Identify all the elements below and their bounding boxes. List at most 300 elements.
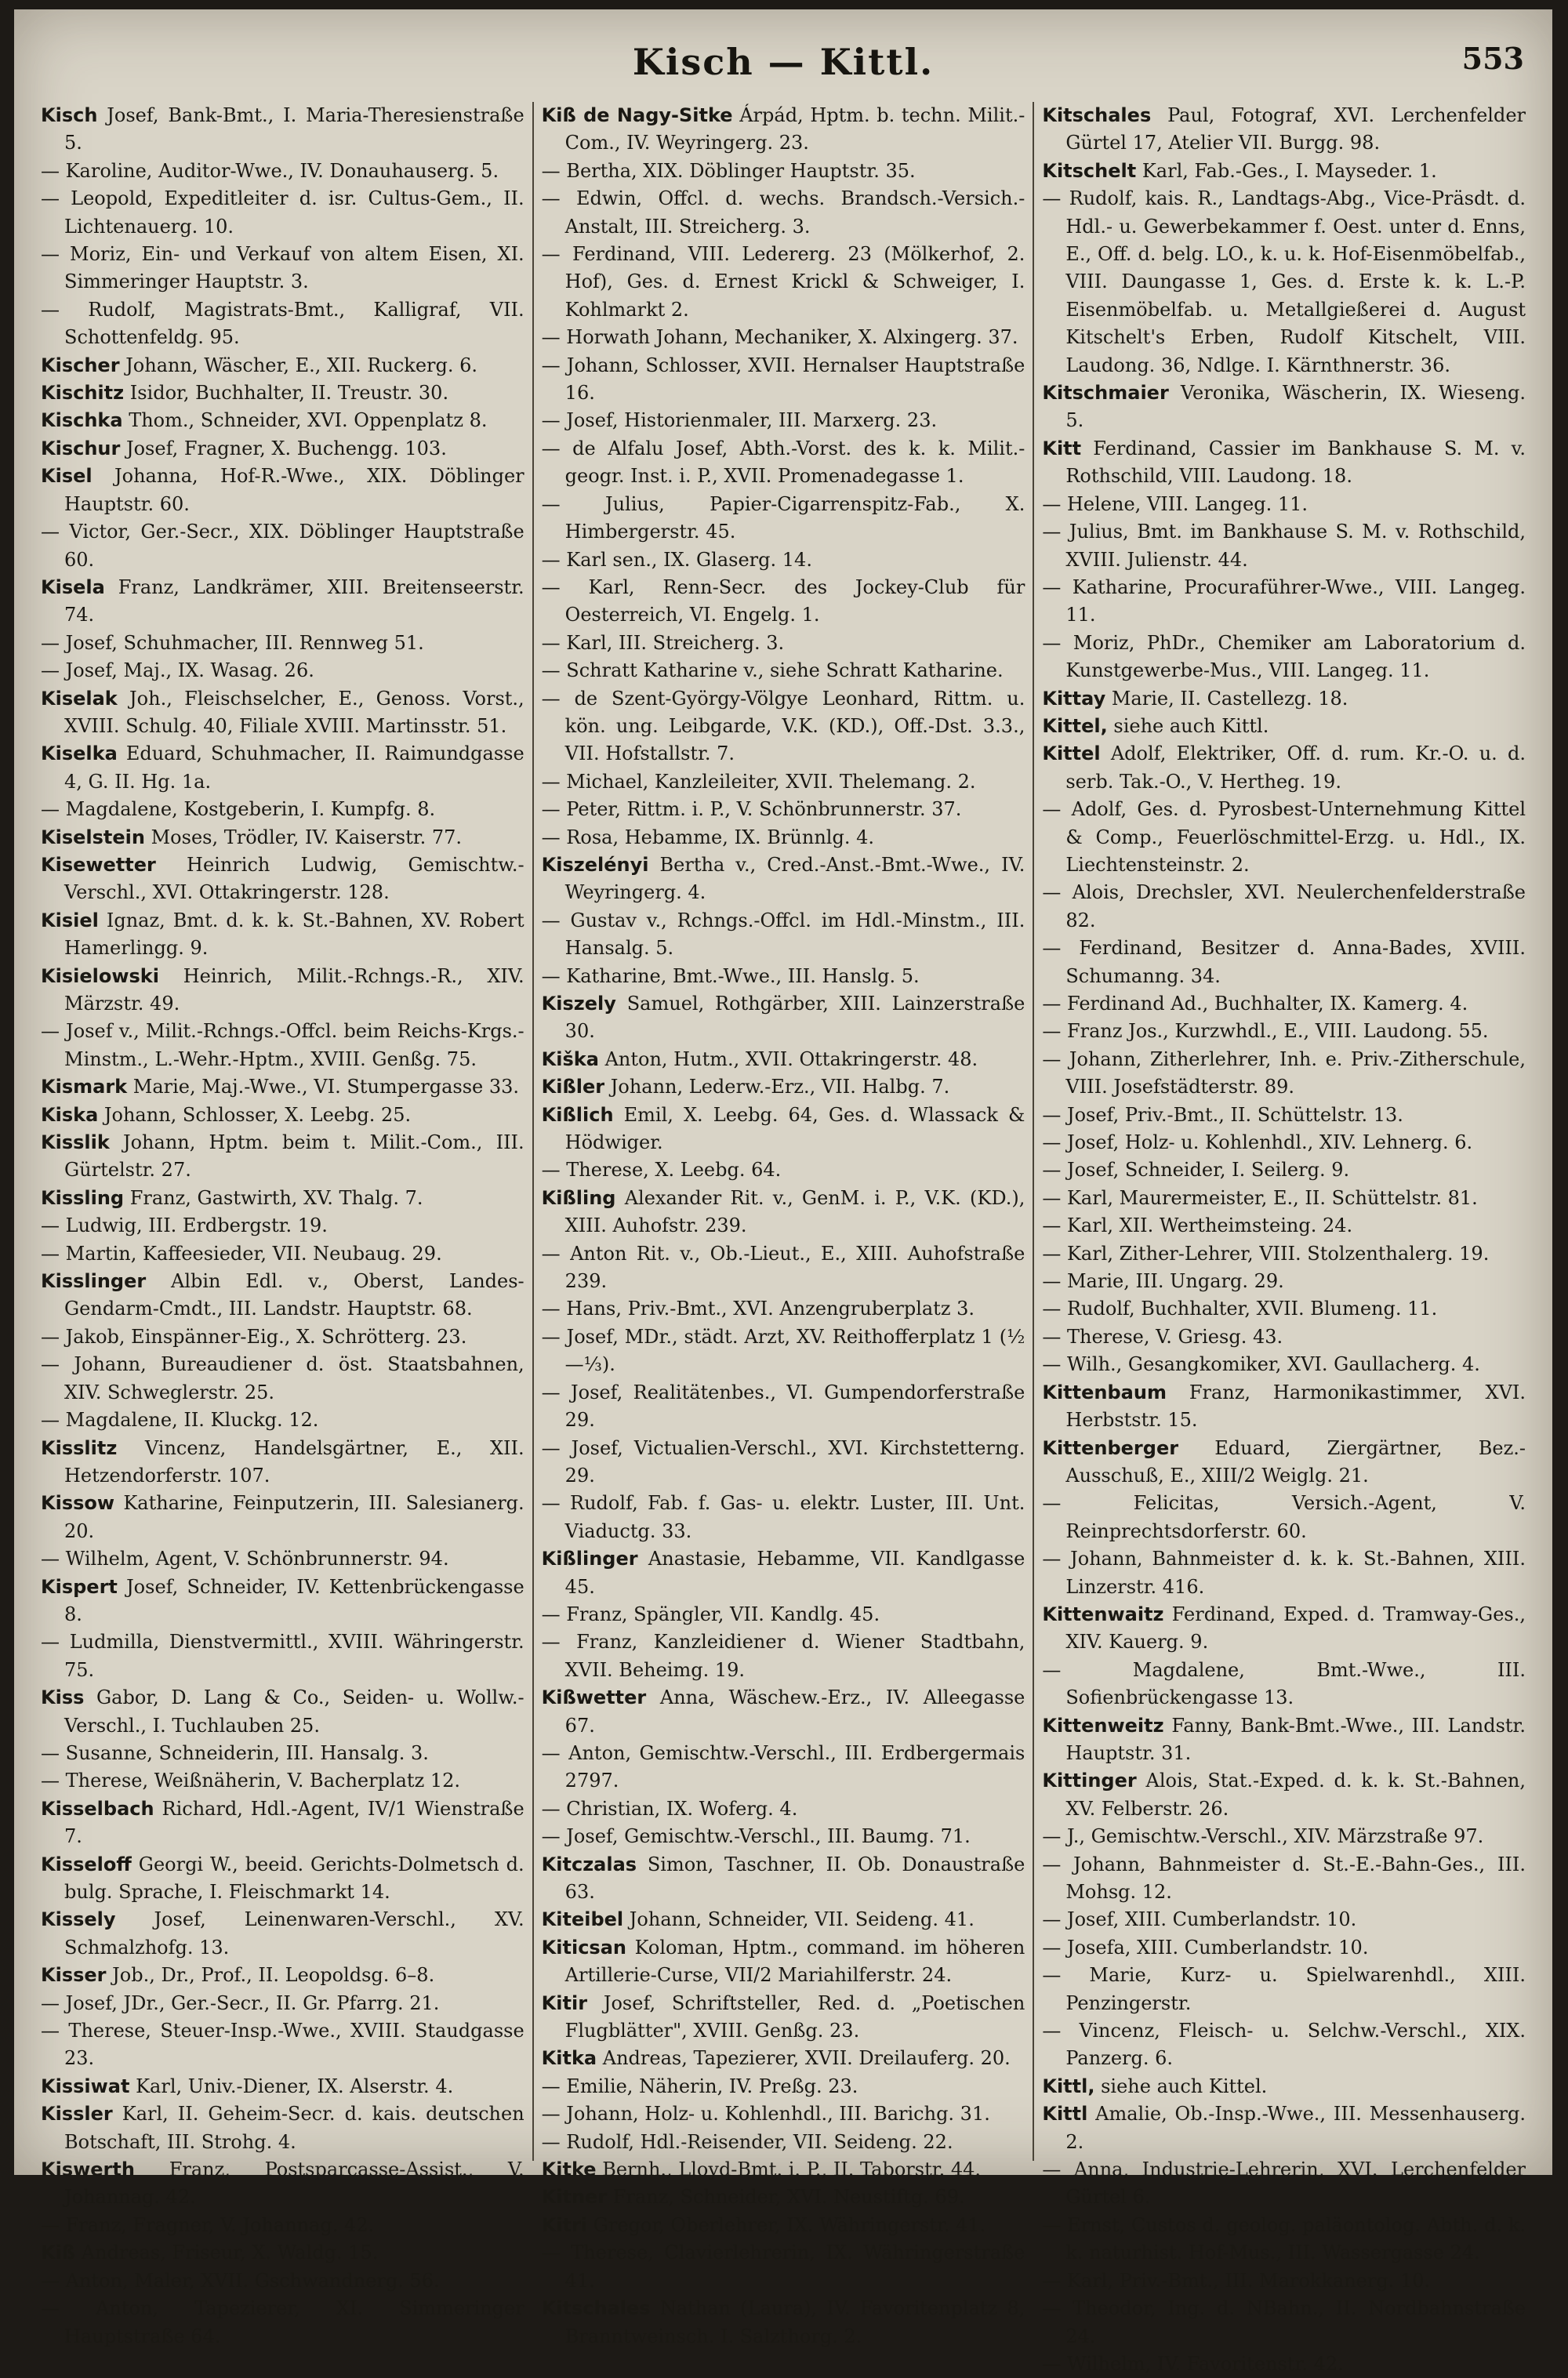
entry-details: Franz, Landkrämer, XIII. Breitenseerstr. 74. (64, 575, 524, 626)
entry-details: Johanna, Hof-R.-Wwe., XIX. Döblinger Hauptstr. 60. (64, 465, 524, 515)
entry-details: — Karl, Priv.-Bmt., III. Marokkanerg. 10. (1042, 2269, 1431, 2292)
entry-details: Franz, Harmonikastimmer, XVI. Herbststr. 15. (1065, 1381, 1526, 1432)
entry-details: — Karl sen., IX. Glaserg. 14. (541, 548, 812, 571)
directory-entry (41, 1684, 524, 1740)
directory-entry (1042, 491, 1526, 518)
directory-entry (542, 2295, 1025, 2351)
entry-details: — Helene, VIII. Langeg. 11. (1042, 492, 1308, 515)
entry-details: Anna, Wäschew.-Erz., IV. Alleegasse 67. (564, 1686, 1025, 1737)
entry-details: — Therese, Weißnäherin, V. Bacherplatz 12. (41, 1770, 461, 1792)
entry-details: — Vincenz, Fleisch- u. Selchw.-Verschl., XIX. Panzerg. 6. (1042, 2020, 1526, 2070)
directory-entry (1042, 1018, 1526, 1045)
entry-surname: Kiselstein (41, 826, 145, 848)
entry-details: — Alois, Drechsler, XVI. Neulerchenfelderstraße 82. (1042, 881, 1526, 931)
entry-details: — Therese, Clavierlehrerin, IX. Währingerstraße 41. (541, 2242, 1025, 2292)
entry-details: Richard, Hdl.-Agent, IV/1 Wienstraße 7. (64, 1797, 524, 1848)
directory-entry (542, 1490, 1025, 1545)
entry-details: — Hans, Priv.-Bmt., XVI. Anzengruberplatz 3. (541, 1298, 975, 1320)
entry-details: — Josef, Realitätenbes., VI. Gumpendorferstraße 29. (541, 1381, 1025, 1432)
entry-details: — Josefa, XIII. Cumberlandstr. 10. (1042, 1936, 1369, 1959)
directory-entry (41, 1407, 524, 1434)
entry-details: — Susanne, Schneiderin, III. Hansalg. 3. (41, 1741, 429, 1764)
entry-details: Heinrich Ludwig, Gemischtw.-Verschl., XVI. Ottakringerstr. 128. (64, 853, 524, 904)
entry-details: — Leopold, Expeditleiter d. isr. Cultus-Gem., II. Lichtenauerg. 10. (41, 187, 524, 238)
directory-entry (542, 1795, 1025, 1823)
entry-surname: Kittel, (1042, 714, 1108, 737)
entry-surname: Kitschelt (1042, 159, 1137, 182)
directory-columns (33, 102, 1534, 2375)
directory-entry (542, 796, 1025, 823)
entry-details: — Michael, Kanzleileiter, XVII. Thelemang. 2. (541, 770, 976, 793)
directory-entry (542, 630, 1025, 657)
directory-page (14, 9, 1552, 2375)
entry-details: — Anton, Tapezierer, XI. Simmeringer Hauptstraße 64. (41, 2297, 524, 2347)
directory-entry (41, 1545, 524, 1573)
directory-entry (1042, 1295, 1526, 1323)
directory-entry (41, 1268, 524, 1323)
entry-surname: Kiselak (41, 687, 118, 710)
entry-details: — Marie, III. Ungarg. 29. (1042, 1270, 1284, 1293)
directory-entry (1042, 1185, 1526, 1212)
directory-entry (41, 185, 524, 241)
entry-details: Paul, Fotograf, XVI. Lerchenfelder Gürtel 17, Atelier VII. Burgg. 98. (1065, 104, 1526, 154)
entry-details: — Magdalene, Bmt.-Wwe., III. Sofienbrückengasse 13. (1042, 1658, 1526, 1709)
directory-entry (41, 1212, 524, 1240)
entry-details: — Anton, Maler, XVII. Gschwandnerg. 56. (41, 2269, 440, 2292)
directory-entry (1042, 1490, 1526, 1545)
entry-surname: Kisch (41, 104, 98, 126)
entry-details: — Josef, Victualien-Verschl., XVI. Kirchstetterng. 29. (541, 1436, 1025, 1487)
entry-details: Katharine, Feinputzerin, III. Salesianerg. 20. (64, 1492, 524, 1542)
directory-entry (1042, 102, 1526, 158)
directory-entry (1042, 2017, 1526, 2073)
directory-entry (41, 1073, 524, 1101)
entry-details: Adolf, Elektriker, Off. d. rum. Kr.-O. u. d. serb. Tak.-O., V. Hertheg. 19. (1065, 742, 1526, 793)
entry-details: — Josef, Schneider, I. Seilerg. 9. (1042, 1159, 1350, 1182)
directory-entry (41, 1323, 524, 1351)
entry-details: — Josef v., Milit.-Rchngs.-Offcl. beim Reichs-Krgs.-Minstm., L.-Wehr.-Hptm., XVIII. Genßg. 75. (41, 1020, 524, 1070)
entry-details: Fanny, Bank-Bmt.-Wwe., III. Landstr. Hauptstr. 31. (1065, 1714, 1526, 1764)
entry-surname: Kissling (41, 1186, 125, 1209)
directory-entry (41, 379, 524, 407)
entry-surname: Kiška (541, 1047, 599, 1070)
directory-entry (41, 2073, 524, 2100)
directory-entry (542, 1323, 1025, 1379)
entry-surname: Kitri (541, 2213, 588, 2236)
entry-surname: Kiss (41, 1686, 85, 1709)
entry-details: — Magdalene, Kostgeberin, I. Kumpfg. 8. (41, 798, 436, 821)
entry-details: — Josef, Holz- u. Kohlenhdl., XIV. Lehnerg. 6. (1042, 1131, 1473, 1154)
entry-details: Josef, Fragner, X. Buchengg. 103. (125, 437, 447, 459)
directory-entry (1042, 1156, 1526, 1184)
entry-details: Anton, Hutm., XVII. Ottakringerstr. 48. (604, 1047, 978, 1070)
column-1 (33, 102, 532, 2347)
directory-entry (542, 685, 1025, 768)
directory-entry (542, 1295, 1025, 1323)
entry-surname: Kitka (541, 2047, 597, 2070)
directory-entry (41, 1574, 524, 1629)
directory-entry (542, 1628, 1025, 1684)
entry-surname: Kisewetter (41, 853, 156, 876)
directory-entry (41, 2017, 524, 2073)
directory-entry (41, 2239, 524, 2267)
directory-entry (1042, 158, 1526, 185)
entry-details: Ferdinand, Cassier im Bankhause S. M. v. Rothschild, VIII. Laudong. 18. (1065, 437, 1526, 488)
directory-entry (542, 407, 1025, 434)
entry-details: — Peter, Rittm. i. P., V. Schönbrunnerstr. 37. (541, 798, 962, 821)
directory-entry (1042, 1323, 1526, 1351)
entry-details: — Johann, Bahnmeister d. St.-E.-Bahn-Ges., III. Mohsg. 12. (1042, 1853, 1526, 1903)
directory-entry (41, 407, 524, 434)
directory-entry (1042, 2212, 1526, 2267)
entry-details: — Johann, Zitherlehrer, Inh. e. Priv.-Zitherschule, VIII. Josefstädterstr. 89. (1042, 1047, 1526, 1098)
entry-details: — Anna, Industrie-Lehrerin, XVI. Lerchenfelder Gürtel 6. (1042, 2158, 1526, 2209)
directory-entry (41, 1628, 524, 1684)
entry-surname: Kittenberger (1042, 1436, 1179, 1459)
directory-entry (41, 158, 524, 185)
entry-surname: Kißlinger (541, 1548, 638, 1570)
entry-details: — Rosa, Hebamme, IX. Brünnlg. 4. (541, 826, 874, 848)
entry-details: Alexander Rit. v., GenM. i. P., V.K. (KD.), XIII. Auhofstr. 239. (564, 1186, 1025, 1237)
directory-entry (542, 2073, 1025, 2100)
entry-details: — Franz Jos., Kurzwhdl., E., VIII. Laudong. 55. (1042, 1020, 1489, 1043)
directory-entry (41, 102, 524, 158)
directory-entry (41, 1351, 524, 1407)
entry-details: Johann, Schneider, VII. Seideng. 41. (629, 1908, 975, 1931)
entry-details: — Johann, Holz- u. Kohlenhdl., III. Barichg. 31. (541, 2103, 990, 2126)
directory-entry (41, 1185, 524, 1212)
entry-surname: Kismark (41, 1076, 128, 1098)
directory-entry (542, 2184, 1025, 2211)
directory-entry (41, 740, 524, 796)
entry-details: — Rudolf, Buchhalter, XVII. Blumeng. 11. (1042, 1298, 1438, 1320)
entry-details: — Adolf, Ges. d. Pyrosbest-Unternehmung Kittel & Comp., Feuerlöschmittel-Erzg. u. Hdl., IX. Liechtensteinstr. 2. (1042, 798, 1526, 876)
directory-entry (1042, 1657, 1526, 1712)
entry-details: — Franz, Spängler, VII. Kandlg. 45. (541, 1603, 880, 1625)
entry-surname: Kitschales (1042, 104, 1152, 126)
directory-entry (1042, 1767, 1526, 1823)
entry-details: — Josef, Gemischtw.-Verschl., III. Baumg. 71. (541, 1825, 971, 1848)
entry-details: — Wilhelm, Agent, V. Schönbrunnerstr. 94. (41, 1548, 449, 1570)
running-head: Kisch — Kittl. (632, 41, 935, 83)
entry-details: siehe auch Kittl. (1113, 714, 1269, 737)
directory-entry (542, 1990, 1025, 2046)
entry-details: — Wilhelm, IV. Favoritenstr. 42. (1042, 2352, 1344, 2375)
directory-entry (41, 907, 524, 963)
entry-details: — Karl, Renn-Secr. des Jockey-Club für Oesterreich, VI. Engelg. 1. (541, 575, 1025, 626)
column-2 (532, 102, 1033, 2347)
directory-entry (542, 574, 1025, 630)
directory-entry (41, 1962, 524, 1989)
entry-details: — Edwin, Offcl. d. wechs. Brandsch.-Versich.-Anstalt, III. Streicherg. 3. (541, 187, 1025, 238)
entry-details: — Wilh., Gesangkomiker, XVI. Gaullacherg. 4. (1042, 1353, 1480, 1376)
entry-details: — Anton Rit. v., Ob.-Lieut., E., XIII. Auhofstraße 239. (541, 1242, 1025, 1293)
directory-entry (1042, 1240, 1526, 1268)
directory-entry (542, 1823, 1025, 1850)
directory-entry (41, 2156, 524, 2212)
entry-details: — Johann, Bahnmeister d. k. k. St.-Bahnen, XIII. Linzerstr. 416. (1042, 1548, 1526, 1598)
entry-details: Josef, Bank-Bmt., I. Maria-Theresienstraße 5. (64, 104, 524, 154)
directory-entry (542, 768, 1025, 796)
entry-details: Andreas, Friseur, X. Waldg. 15. (81, 2242, 379, 2264)
entry-surname: Kisslinger (41, 1270, 147, 1293)
directory-entry (41, 1740, 524, 1767)
directory-entry (41, 463, 524, 518)
entry-surname: Kißwetter (541, 1686, 647, 1709)
directory-entry (1042, 185, 1526, 379)
entry-surname: Kisela (41, 575, 105, 598)
directory-entry (1042, 1545, 1526, 1601)
directory-entry (542, 1102, 1025, 1157)
entry-details: Johann, Wäscher, E., XII. Ruckerg. 6. (125, 354, 478, 376)
entry-surname: Kittl (1042, 2103, 1088, 2126)
entry-details: — Josef, Schuhmacher, III. Rennweg 51. (41, 631, 424, 654)
directory-entry (542, 2100, 1025, 2128)
entry-details: Gregor, Oberlehrer, IX. Währingerstr. 41. (593, 2213, 986, 2236)
entry-details: Job., Dr., Prof., II. Leopoldsg. 6–8. (112, 1964, 435, 1987)
entry-details: Karl, Univ.-Diener, IX. Alserstr. 4. (136, 2075, 454, 2097)
entry-surname: Kißling (541, 1186, 616, 1209)
directory-entry (1042, 574, 1526, 630)
directory-entry (1042, 1102, 1526, 1129)
directory-entry (1042, 1435, 1526, 1490)
entry-details: Marie, II. Castellezg. 18. (1111, 687, 1348, 710)
entry-details: — Jakob, Einspänner-Eig., X. Schrötterg. 23. (41, 1325, 467, 1348)
directory-entry (41, 1129, 524, 1185)
entry-details: — Josef, Priv.-Bmt., II. Schüttelstr. 13. (1042, 1103, 1403, 1126)
entry-details: — Karl, XII. Wertheimsteing. 24. (1042, 1214, 1353, 1237)
directory-entry (542, 2129, 1025, 2156)
directory-entry (542, 352, 1025, 408)
directory-entry (542, 158, 1025, 185)
entry-details: — Theodor, Ing. d. NBahn., II. Nordbahnstraße 24. (1042, 2297, 1526, 2347)
entry-surname: Kiß (41, 2242, 76, 2264)
directory-entry (542, 546, 1025, 574)
entry-details: Karl, Fab.-Ges., I. Mayseder. 1. (1142, 159, 1437, 182)
entry-surname: Kittenwaitz (1042, 1603, 1164, 1625)
directory-entry (542, 1073, 1025, 1101)
directory-entry (1042, 1129, 1526, 1156)
entry-details: — Gustav v., Rchngs.-Offcl. im Hdl.-Minstm., III. Hansalg. 5. (541, 909, 1025, 960)
entry-details: Andreas, Tapezierer, XVII. Dreilauferg. 20. (602, 2047, 1011, 2070)
entry-surname: Kittinger (1042, 1770, 1137, 1792)
directory-entry (542, 851, 1025, 907)
entry-surname: Kißlich (541, 1103, 614, 1126)
entry-details: Isidor, Buchhalter, II. Treustr. 30. (129, 382, 449, 405)
directory-entry (542, 907, 1025, 963)
entry-details: — Emilie, Näherin, IV. Preßg. 23. (541, 2075, 858, 2097)
directory-entry (542, 2212, 1025, 2239)
entry-details: — Christian, IX. Woferg. 4. (541, 1797, 798, 1820)
directory-entry (1042, 2073, 1526, 2100)
entry-details: Joh., Fleischselcher, E., Genoss. Vorst., XVIII. Schulg. 40, Filiale XVIII. Martinsstr. 51. (64, 687, 524, 737)
entry-surname: Kitschmaier (1042, 382, 1169, 405)
entry-details: — Anton, Gemischtw.-Verschl., III. Erdbergermais 2797. (541, 1741, 1025, 1792)
directory-entry (1042, 1379, 1526, 1435)
entry-surname: Kittel (1042, 742, 1101, 765)
entry-surname: Kitt (1042, 437, 1082, 459)
entry-details: Josef, Schriftsteller, Red. d. „Poetischen Flugblätter", XVIII. Genßg. 23. (564, 1991, 1025, 2042)
entry-details: — Ludwig, III. Erdbergstr. 19. (41, 1214, 328, 1237)
entry-surname: Kisiel (41, 909, 99, 931)
entry-details: Bernh., Lloyd-Bmt. i. P., II. Taborstr. 44. (602, 2158, 981, 2181)
directory-entry (41, 574, 524, 630)
directory-entry (41, 1990, 524, 2017)
directory-entry (41, 2267, 524, 2295)
entry-surname: Kiticsan (541, 1936, 626, 1959)
entry-details: — Karoline, Auditor-Wwe., IV. Donauhauserg. 5. (41, 159, 499, 182)
entry-details: — Therese, Steuer-Insp.-Wwe., XVIII. Staudgasse 23. (41, 2020, 524, 2070)
directory-entry (542, 2156, 1025, 2184)
directory-entry (542, 435, 1025, 491)
directory-entry (1042, 2156, 1526, 2212)
entry-surname: Kiteibel (541, 1908, 624, 1931)
entry-surname: Kischka (41, 409, 123, 432)
entry-details: — Karl, Maurermeister, E., II. Schüttelstr. 81. (1042, 1186, 1478, 1209)
entry-details: — Bertha, XIX. Döblinger Hauptstr. 35. (541, 159, 916, 182)
entry-surname: Kischitz (41, 382, 125, 405)
entry-details: Franz, Postsparcasse-Assist., V. Johannag. 42. (64, 2158, 524, 2209)
entry-details: — Ferdinand, Besitzer d. Anna-Bades, XVIII. Schumanng. 34. (1042, 937, 1526, 987)
entry-details: — Rudolf, kais. R., Landtags-Abg., Vice-Präsdt. d. Hdl.- u. Gewerbekammer f. Oest. unter d. Enns, E., Off. d. belg. LO., k. u. k. Hof-Eisenmöbelfab., VIII. Daungasse 1, Ges. d. Erste k. k. L.-P. Eisenmöbelfab. u. Metallgießerei d. August Kitschelt's Erben, Rudolf Kitschelt, VIII. Laudong. 36, Ndlge. I. Kärnthnerstr. 36. (1042, 187, 1526, 376)
entry-details: Amalie, Ob.-Insp.-Wwe., III. Messenhauserg. 2. (1065, 2103, 1526, 2153)
directory-entry (1042, 685, 1526, 713)
entry-surname: Kissely (41, 1908, 116, 1931)
directory-entry (542, 2045, 1025, 2072)
directory-entry (1042, 990, 1526, 1018)
entry-details: — Ernst, Custos d. geolog. paläontolog. Abth. d. k. k. naturhist. Hof-Mus., III. Wassergasse 24. (1042, 2213, 1526, 2264)
entry-surname: Kisselbach (41, 1797, 154, 1820)
entry-details: Anastasie, Hebamme, VII. Kandlgasse 45. (564, 1548, 1025, 1598)
directory-entry (1042, 379, 1526, 435)
entry-details: Koloman, Hptm., command. im höheren Artillerie-Curse, VII/2 Mariahilferstr. 24. (564, 1936, 1025, 1987)
directory-entry (1042, 1268, 1526, 1295)
entry-surname: Kitir (541, 1991, 588, 2014)
directory-entry (542, 1851, 1025, 1907)
directory-entry (41, 630, 524, 657)
entry-details: Karl, II. Geheim-Secr. d. kais. deutschen Botschaft, III. Strohg. 4. (64, 2103, 524, 2153)
entry-surname: Kisslik (41, 1131, 110, 1154)
directory-entry (1042, 879, 1526, 935)
entry-details: Eduard, Schuhmacher, II. Raimundgasse 4, G. II. Hg. 1a. (64, 742, 524, 793)
directory-entry (542, 102, 1025, 158)
entry-details: — Therese, V. Griesg. 43. (1042, 1325, 1283, 1348)
entry-details: Thom., Schneider, XVI. Oppenplatz 8. (129, 409, 488, 432)
entry-details: Johann, Hptm. beim t. Milit.-Com., III. Gürtelstr. 27. (64, 1131, 524, 1182)
entry-surname: Kisel (41, 465, 93, 488)
entry-surname: Kittenweitz (1042, 1714, 1164, 1737)
entry-details: Emil, X. Leebg. 64, Ges. d. Wlassack & Hödwiger. (564, 1103, 1025, 1154)
directory-entry (1042, 2351, 1526, 2378)
directory-entry (41, 1851, 524, 1907)
entry-details: Heinrich, Milit.-Rchngs.-R., XIV. Märzstr. 49. (64, 964, 524, 1015)
entry-details: — Rudolf, Hdl.-Reisender, VII. Seideng. 22. (541, 2130, 953, 2153)
entry-details: — de Szent-György-Völgye Leonhard, Rittm. u. kön. ung. Leibgarde, V.K. (KD.), Off.-Dst. 3.3., VII. Hofstallstr. 7. (541, 687, 1025, 765)
entry-details: Nathan (Laura), IV. Favoritenplatz 8, Branntweinsch. I. Salzthorg. 2. (564, 2297, 1025, 2347)
entry-details: — Josef, MDr., städt. Arzt, XV. Reithofferplatz 1 (½—⅓). (541, 1325, 1025, 1376)
directory-entry (41, 1906, 524, 1962)
entry-details: — Ferdinand Ad., Buchhalter, IX. Kamerg. 4. (1042, 993, 1468, 1015)
directory-entry (542, 1379, 1025, 1435)
directory-entry (1042, 713, 1526, 740)
directory-entry (1042, 1212, 1526, 1240)
directory-entry (542, 824, 1025, 851)
entry-surname: Kiselka (41, 742, 118, 765)
directory-entry (542, 1934, 1025, 1990)
entry-details: Simon, Taschner, II. Ob. Donaustraße 63. (564, 1853, 1025, 1903)
directory-entry (1042, 2100, 1526, 2156)
directory-entry (41, 1240, 524, 1268)
entry-details: — Marie, Kurz- u. Spielwarenhdl., XIII. Penzingerstr. (1042, 1964, 1526, 2014)
entry-details: siehe auch Kittel. (1101, 2075, 1268, 2097)
directory-entry (41, 657, 524, 684)
entry-details: — Felicitas, Versich.-Agent, V. Reinprechtsdorferstr. 60. (1042, 1492, 1526, 1542)
entry-details: Vincenz, Handelsgärtner, E., XII. Hetzendorferstr. 107. (64, 1436, 524, 1487)
directory-entry (542, 990, 1025, 1046)
entry-details: Ferdinand, Exped. d. Tramway-Ges., XIV. Kauerg. 9. (1065, 1603, 1526, 1654)
entry-details: Moses, Trödler, IV. Kaiserstr. 77. (151, 826, 462, 848)
entry-surname: Kitczalas (541, 1853, 637, 1875)
entry-details: — Magdalene, II. Kluckg. 12. (41, 1409, 319, 1432)
entry-surname: Kissiwat (41, 2075, 130, 2097)
directory-entry (542, 241, 1025, 324)
entry-details: — Josef, XIII. Cumberlandstr. 10. (1042, 1908, 1357, 1931)
entry-details: — Moriz, Ein- und Verkauf von altem Eisen, XI. Simmeringer Hauptstr. 3. (41, 243, 524, 293)
entry-details: Alois, Stat.-Exped. d. k. k. St.-Bahnen, XV. Felberstr. 26. (1065, 1770, 1526, 1820)
directory-entry (1042, 1712, 1526, 1768)
directory-entry (542, 324, 1025, 351)
directory-entry (41, 518, 524, 574)
entry-surname: Kiß de Nagy-Sitke (541, 104, 733, 126)
directory-entry (41, 1102, 524, 1129)
entry-details: — Katharine, Procuraführer-Wwe., VIII. Langeg. 11. (1042, 575, 1526, 626)
entry-details: — Josef, Maj., IX. Wasag. 26. (41, 659, 314, 682)
entry-surname: Kitschales (541, 2297, 651, 2320)
directory-entry (41, 1490, 524, 1545)
entry-surname: Kissler (41, 2103, 113, 2126)
entry-details: Bertha v., Cred.-Anst.-Bmt.-Wwe., IV. Weyringerg. 4. (564, 853, 1025, 904)
directory-entry (41, 1795, 524, 1851)
entry-details: Samuel, Rothgärber, XIII. Lainzerstraße 30. (564, 993, 1025, 1043)
directory-entry (1042, 1934, 1526, 1962)
entry-surname: Kiska (41, 1103, 99, 1126)
directory-entry (542, 1684, 1025, 1740)
entry-details: — Katharine, Bmt.-Wwe., III. Hanslg. 5. (541, 964, 920, 987)
directory-entry (542, 1046, 1025, 1073)
directory-entry (1042, 435, 1526, 491)
entry-details: — Karl, III. Streicherg. 3. (541, 631, 785, 654)
entry-surname: Kittenbaum (1042, 1381, 1167, 1403)
directory-entry (542, 1240, 1025, 1296)
directory-entry (1042, 1823, 1526, 1850)
directory-entry (41, 824, 524, 851)
entry-details: Johann, Lederw.-Erz., VII. Halbg. 7. (610, 1076, 950, 1098)
directory-entry (1042, 2295, 1526, 2351)
entry-details: — Rudolf, Fab. f. Gas- u. elektr. Luster, III. Unt. Viaductg. 33. (541, 1492, 1025, 1542)
directory-entry (41, 296, 524, 352)
entry-surname: Kitke (541, 2158, 597, 2181)
entry-surname: Kischur (41, 437, 121, 459)
directory-entry (542, 1906, 1025, 1933)
directory-entry (1042, 935, 1526, 990)
directory-entry (41, 2212, 524, 2239)
directory-entry (1042, 1962, 1526, 2017)
entry-surname: Kiszelényi (541, 853, 649, 876)
entry-details: — Ludmilla, Dienstvermittl., XVIII. Währingerstr. 75. (41, 1631, 524, 1681)
entry-surname: Kispert (41, 1575, 118, 1598)
entry-details: Veronika, Wäscherin, IX. Wieseng. 5. (1065, 382, 1526, 432)
entry-details: Árpád, Hptm. b. techn. Milit.-Com., IV. Weyringerg. 23. (564, 104, 1025, 154)
